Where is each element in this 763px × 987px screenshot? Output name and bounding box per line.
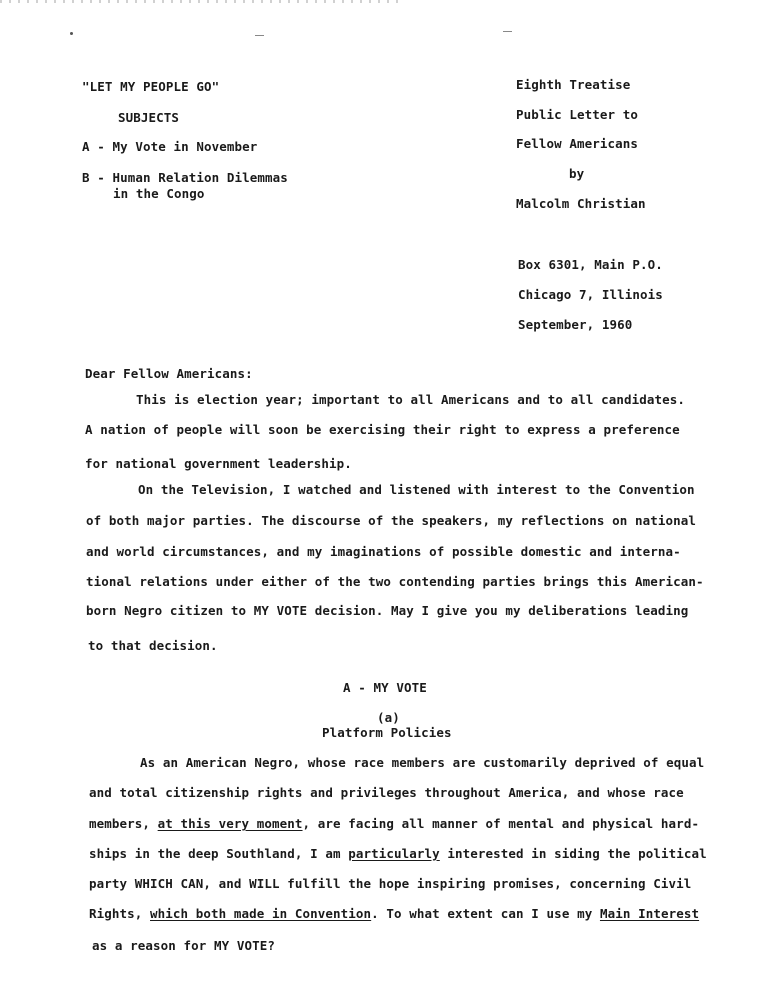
- by-line: by: [569, 166, 585, 181]
- subsection-label: (a): [377, 710, 400, 725]
- author-name: Malcolm Christian: [516, 196, 646, 211]
- address-box: Box 6301, Main P.O.: [518, 257, 663, 272]
- document-title: "LET MY PEOPLE GO": [82, 79, 220, 94]
- para2-line: to that decision.: [88, 638, 218, 653]
- para3-text: members,: [89, 816, 158, 831]
- scan-mark: [503, 31, 512, 32]
- para1-line: This is election year; important to all Americans and to all candidates.: [136, 392, 686, 407]
- letter-date: September, 1960: [518, 317, 633, 332]
- para3-line: party WHICH CAN, and WILL fulfill the hope inspiring promises, concerning Civil: [89, 876, 692, 891]
- para1-line: for national government leadership.: [85, 456, 352, 471]
- subjects-label: SUBJECTS: [118, 110, 180, 125]
- treatise-number: Eighth Treatise: [516, 77, 631, 92]
- underlined-word: particularly: [348, 846, 440, 861]
- para3-text: interested in siding the political: [439, 846, 707, 861]
- para2-line: of both major parties. The discourse of the speakers, my reflections on national: [86, 513, 697, 528]
- para2-line: born Negro citizen to MY VOTE decision. May I give you my deliberations leading: [86, 603, 689, 618]
- letter-audience: Fellow Americans: [516, 136, 639, 151]
- subsection-title: Platform Policies: [322, 725, 452, 740]
- scan-artifact-dots: [0, 0, 400, 3]
- para2-line: tional relations under either of the two contending parties brings this American-: [86, 574, 704, 589]
- subject-b-line1: B - Human Relation Dilemmas: [82, 170, 288, 185]
- underlined-phrase: at this very moment: [157, 816, 303, 831]
- para3-line: and total citizenship rights and privileges throughout America, and whose race: [89, 785, 684, 800]
- underlined-phrase: Main Interest: [599, 906, 700, 921]
- para3-text: , are facing all manner of mental and physical hard-: [302, 816, 700, 831]
- para3-line: [89, 816, 699, 832]
- letter-type: Public Letter to: [516, 107, 639, 122]
- para3-line: [89, 846, 707, 862]
- para3-line: As an American Negro, whose race members are customarily deprived of equal: [140, 755, 705, 770]
- subject-b-line2: in the Congo: [113, 186, 205, 201]
- para3-text: Rights,: [89, 906, 151, 921]
- underlined-phrase: which both made in Convention: [150, 906, 372, 921]
- para3-text: . To what extent can I use my: [371, 906, 600, 921]
- para2-line: and world circumstances, and my imaginations of possible domestic and interna-: [86, 544, 681, 559]
- section-heading: A - MY VOTE: [343, 680, 427, 695]
- para3-line: [89, 906, 699, 922]
- scan-mark: [255, 35, 264, 36]
- salutation: Dear Fellow Americans:: [85, 366, 253, 381]
- para3-text: ships in the deep Southland, I am: [89, 846, 349, 861]
- para2-line: On the Television, I watched and listened with interest to the Convention: [138, 482, 695, 497]
- scan-speck: [70, 32, 73, 35]
- subject-a: A - My Vote in November: [82, 139, 258, 154]
- para3-line: as a reason for MY VOTE?: [92, 938, 276, 953]
- para1-line: A nation of people will soon be exercising their right to express a preference: [85, 422, 680, 437]
- address-city: Chicago 7, Illinois: [518, 287, 663, 302]
